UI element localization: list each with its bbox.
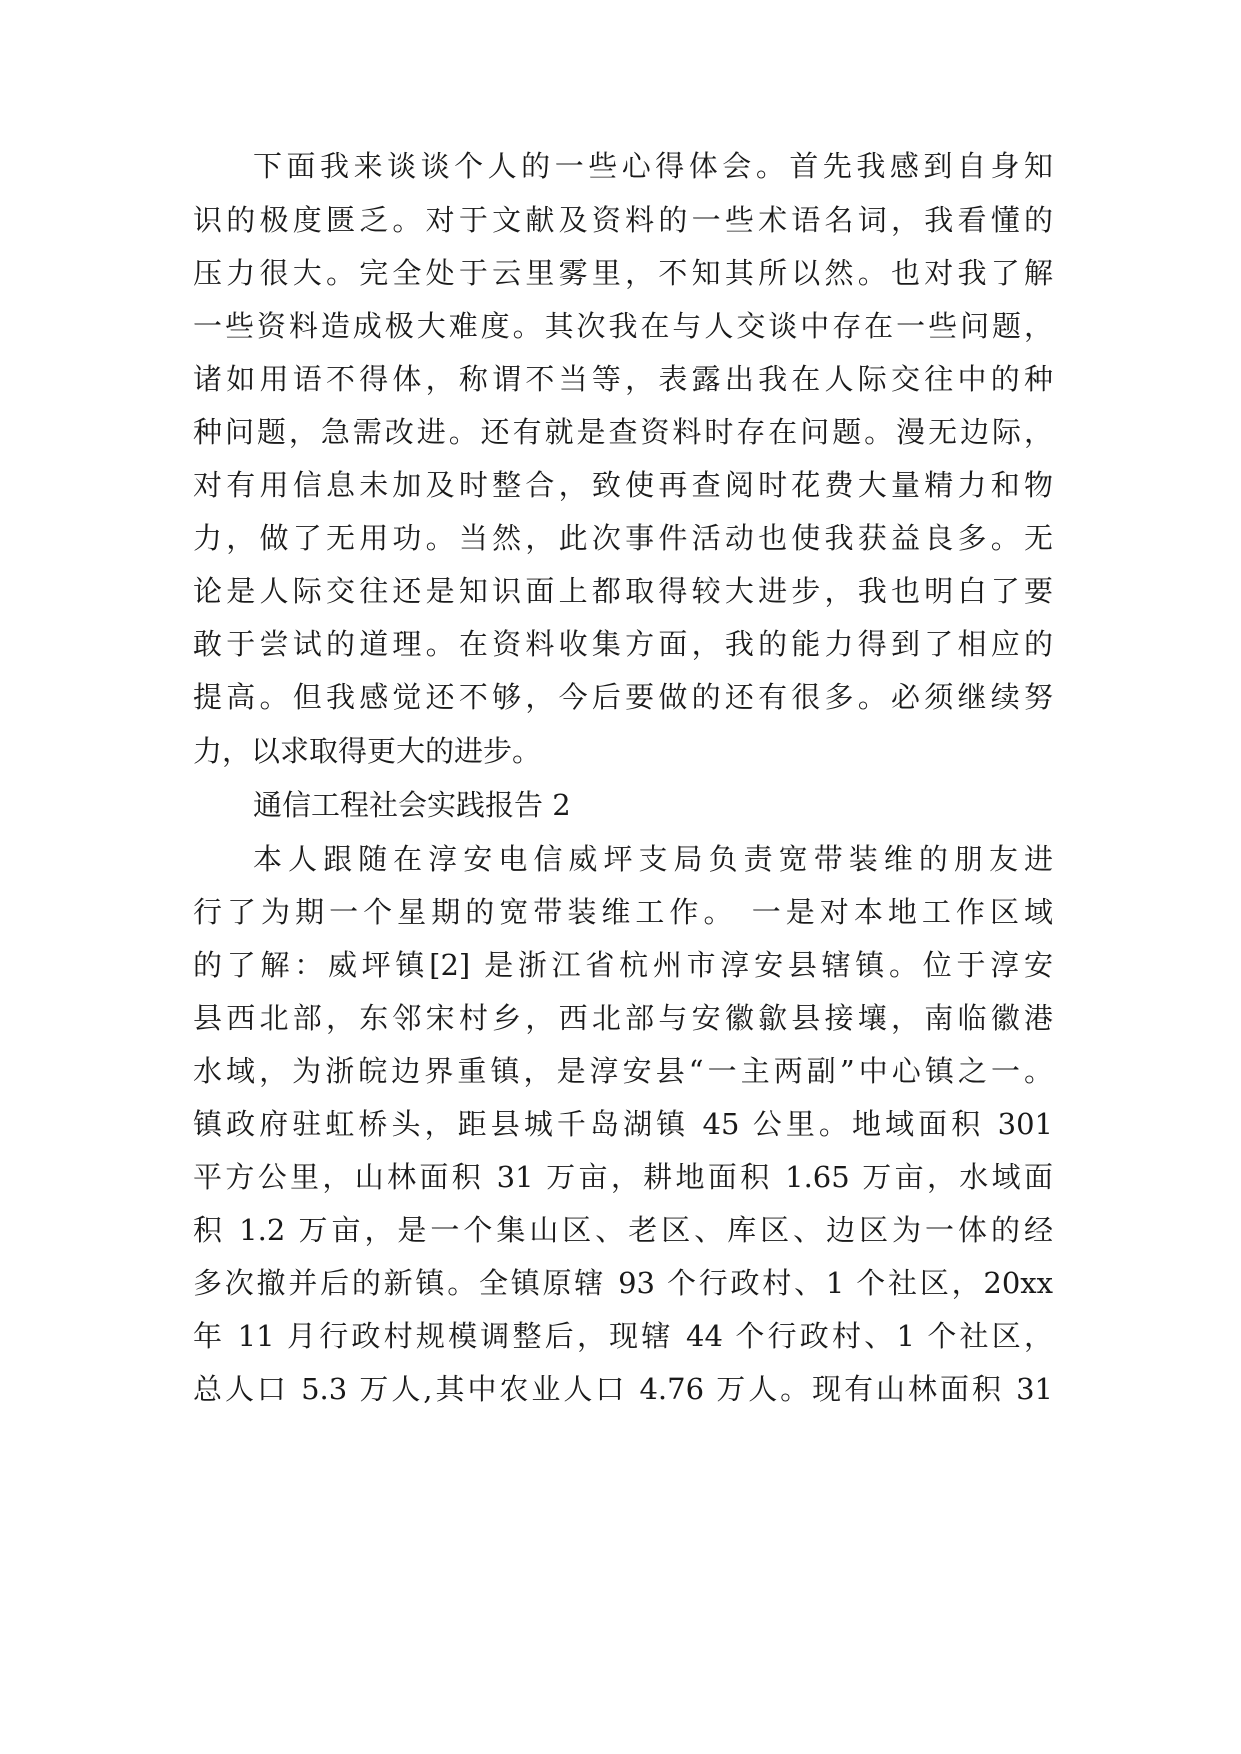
paragraph-line: 积 1.2 万亩，是一个集山区、老区、库区、边区为一体的经: [193, 1213, 1053, 1247]
section-title: 通信工程社会实践报告 2: [253, 788, 571, 822]
paragraph-line: 行了为期一个星期的宽带装维工作。 一是对本地工作区域: [193, 895, 1053, 929]
paragraph-line: 识的极度匮乏。对于文献及资料的一些术语名词，我看懂的: [193, 203, 1053, 237]
paragraph-line: 力，做了无用功。当然，此次事件活动也使我获益良多。无: [193, 521, 1053, 555]
paragraph-line: 平方公里，山林面积 31 万亩，耕地面积 1.65 万亩，水域面: [193, 1160, 1053, 1194]
paragraph-line: 提高。但我感觉还不够，今后要做的还有很多。必须继续努: [193, 680, 1053, 714]
paragraph-line: 总人口 5.3 万人,其中农业人口 4.76 万人。现有山林面积 31: [193, 1372, 1053, 1406]
paragraph-line: 的了解：威坪镇[2] 是浙江省杭州市淳安县辖镇。位于淳安: [193, 948, 1053, 982]
paragraph-line: 种问题，急需改进。还有就是查资料时存在问题。漫无边际，: [193, 415, 1053, 449]
paragraph-line: 一些资料造成极大难度。其次我在与人交谈中存在一些问题，: [193, 309, 1053, 343]
paragraph-line: 多次撤并后的新镇。全镇原辖 93 个行政村、1 个社区，20xx: [193, 1266, 1053, 1300]
paragraph-line: 县西北部，东邻宋村乡，西北部与安徽歙县接壤，南临徽港: [193, 1001, 1053, 1035]
paragraph-line: 年 11 月行政村规模调整后，现辖 44 个行政村、1 个社区，: [193, 1319, 1053, 1353]
paragraph-line: 下面我来谈谈个人的一些心得体会。首先我感到自身知: [253, 149, 1053, 183]
paragraph-line: 压力很大。完全处于云里雾里，不知其所以然。也对我了解: [193, 256, 1053, 290]
paragraph-line: 论是人际交往还是知识面上都取得较大进步，我也明白了要: [193, 574, 1053, 608]
paragraph-line: 对有用信息未加及时整合，致使再查阅时花费大量精力和物: [193, 468, 1053, 502]
paragraph-line: 力，以求取得更大的进步。: [193, 734, 542, 768]
paragraph-line: 诸如用语不得体，称谓不当等，表露出我在人际交往中的种: [193, 362, 1053, 396]
paragraph-line: 镇政府驻虹桥头，距县城千岛湖镇 45 公里。地域面积 301: [193, 1107, 1053, 1141]
paragraph-line: 水域，为浙皖边界重镇，是淳安县“一主两副”中心镇之一。: [193, 1054, 1053, 1088]
paragraph-line: 本人跟随在淳安电信威坪支局负责宽带装维的朋友进: [253, 842, 1053, 876]
paragraph-line: 敢于尝试的道理。在资料收集方面，我的能力得到了相应的: [193, 627, 1053, 661]
